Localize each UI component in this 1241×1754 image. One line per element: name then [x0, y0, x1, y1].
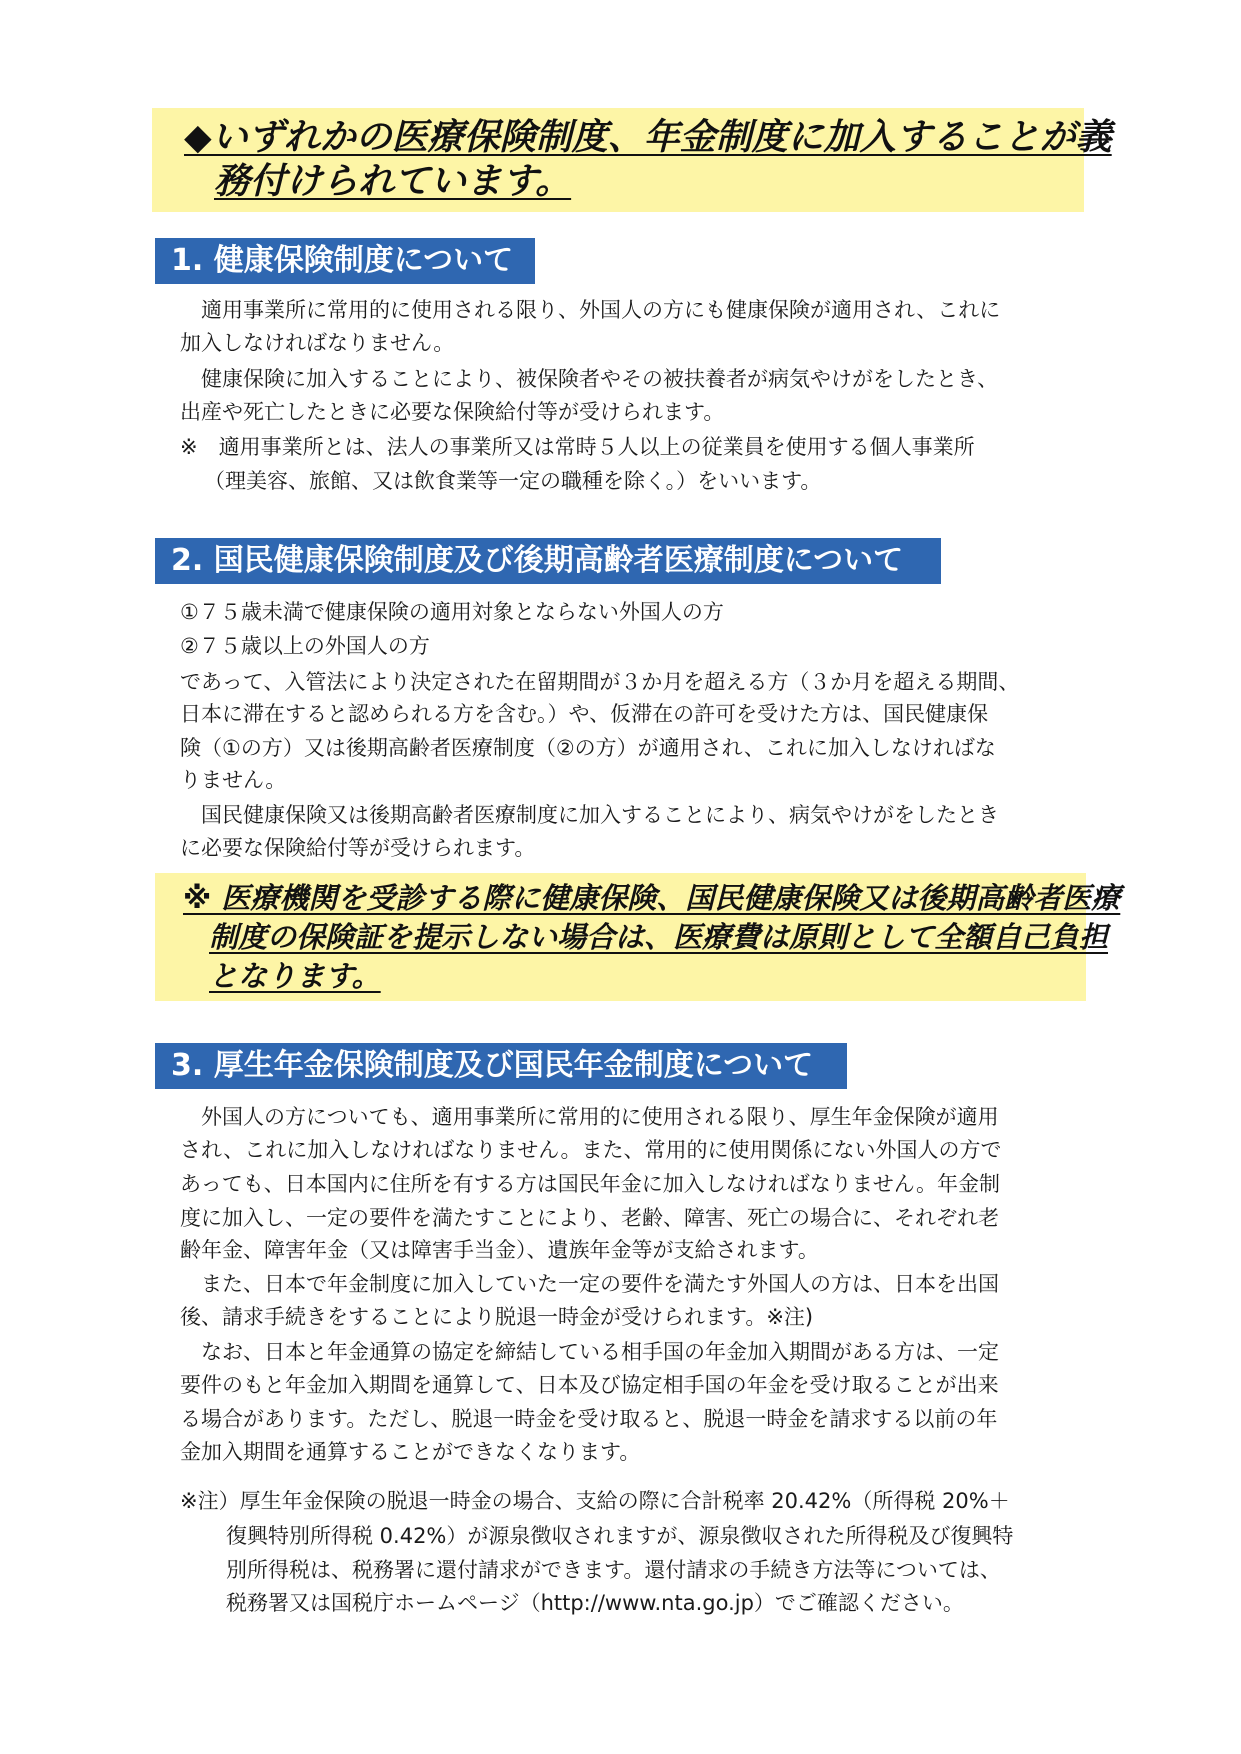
section-1-heading: 1. 健康保険制度について: [155, 238, 535, 284]
insurance-card-notice-line-2: 制度の保険証を提示しない場合は、医療費は原則として全額自己負担: [209, 920, 1109, 954]
section-3-text-line: 金加入期間を通算することができなくなります。: [180, 1440, 641, 1464]
section-2-text-line: であって、入管法により決定された在留期間が３か月を超える方（３か月を超える期間、: [180, 670, 1020, 694]
obligation-notice-line-1: ◆いずれかの医療保険制度、年金制度に加入することが義: [184, 117, 1112, 158]
section-3-text-line: 齢年金、障害年金（又は障害手当金）、遺族年金等が支給されます。: [180, 1238, 819, 1262]
footnote-line: 税務署又は国税庁ホームページ（http://www.nta.go.jp）でご確認ください。: [226, 1591, 964, 1615]
section-3-text-line: され、これに加入しなければなりません。また、常用的に使用関係にない外国人の方で: [180, 1138, 1002, 1162]
section-2-text-line: ①７５歳未満で健康保険の適用対象とならない外国人の方: [180, 600, 724, 624]
insurance-card-notice-box: [155, 873, 1121, 1001]
section-3-text-line: る場合があります。ただし、脱退一時金を受け取ると、脱退一時金を請求する以前の年: [180, 1407, 998, 1431]
section-1-note-line: （理美容、旅館、又は飲食業等一定の職種を除く。）をいいます。: [204, 469, 822, 493]
insurance-card-notice-line-3: となります。: [209, 959, 381, 993]
section-1-text-line: 出産や死亡したときに必要な保険給付等が受けられます。: [180, 400, 725, 424]
section-3-text-line: 度に加入し、一定の要件を満たすことにより、老齢、障害、死亡の場合に、それぞれ老: [180, 1206, 999, 1230]
section-3-text-line: また、日本で年金制度に加入していた一定の要件を満たす外国人の方は、日本を出国: [180, 1272, 999, 1296]
section-3-text-line: 外国人の方についても、適用事業所に常用的に使用される限り、厚生年金保険が適用: [180, 1105, 999, 1129]
section-3-text-line: 要件のもと年金加入期間を通算して、日本及び協定相手国の年金を受け取ることが出来: [180, 1373, 999, 1397]
section-2-text-line: りません。: [180, 768, 287, 792]
section-1-text-line: 健康保険に加入することにより、被保険者やその被扶養者が病気やけがをしたとき、: [180, 367, 999, 391]
section-2-text-line: 険（①の方）又は後期高齢者医療制度（②の方）が適用され、これに加入しなければな: [180, 736, 996, 760]
section-1-text-line: 加入しなければなりません。: [180, 331, 455, 355]
section-3-text-line: 後、請求手続きをすることにより脱退一時金が受けられます。※注): [180, 1305, 814, 1329]
footnote-line: ※注）厚生年金保険の脱退一時金の場合、支給の際に合計税率 20.42%（所得税 20%＋: [180, 1489, 1010, 1513]
section-3-heading: 3. 厚生年金保険制度及び国民年金制度について: [155, 1043, 847, 1089]
footnote-line: 復興特別所得税 0.42%）が源泉徴収されますが、源泉徴収された所得税及び復興特: [226, 1524, 1014, 1548]
section-2-text-line: ②７５歳以上の外国人の方: [180, 634, 430, 658]
section-2-text-line: 日本に滞在すると認められる方を含む。）や、仮滞在の許可を受けた方は、国民健康保: [180, 702, 989, 726]
section-2-text-line: に必要な保険給付等が受けられます。: [180, 836, 536, 860]
footnote-line: 別所得税は、税務署に還付請求ができます。還付請求の手続き方法等については、: [226, 1558, 1001, 1582]
section-2-text-line: 国民健康保険又は後期高齢者医療制度に加入することにより、病気やけがをしたとき: [180, 803, 999, 827]
section-3-text-line: なお、日本と年金通算の協定を締結している相手国の年金加入期間がある方は、一定: [180, 1340, 999, 1364]
obligation-notice-box: [152, 108, 1112, 212]
section-1-text-line: 適用事業所に常用的に使用される限り、外国人の方にも健康保険が適用され、これに: [180, 298, 1001, 322]
insurance-card-notice-line-1: ※ 医療機関を受診する際に健康保険、国民健康保険又は後期高齢者医療: [183, 881, 1121, 915]
obligation-notice-line-2: 務付けられています。: [214, 161, 572, 202]
section-2-heading: 2. 国民健康保険制度及び後期高齢者医療制度について: [155, 538, 941, 584]
section-1-note-line: ※ 適用事業所とは、法人の事業所又は常時５人以上の従業員を使用する個人事業所: [180, 435, 975, 459]
section-3-text-line: あっても、日本国内に住所を有する方は国民年金に加入しなければなりません。年金制: [180, 1172, 1001, 1196]
